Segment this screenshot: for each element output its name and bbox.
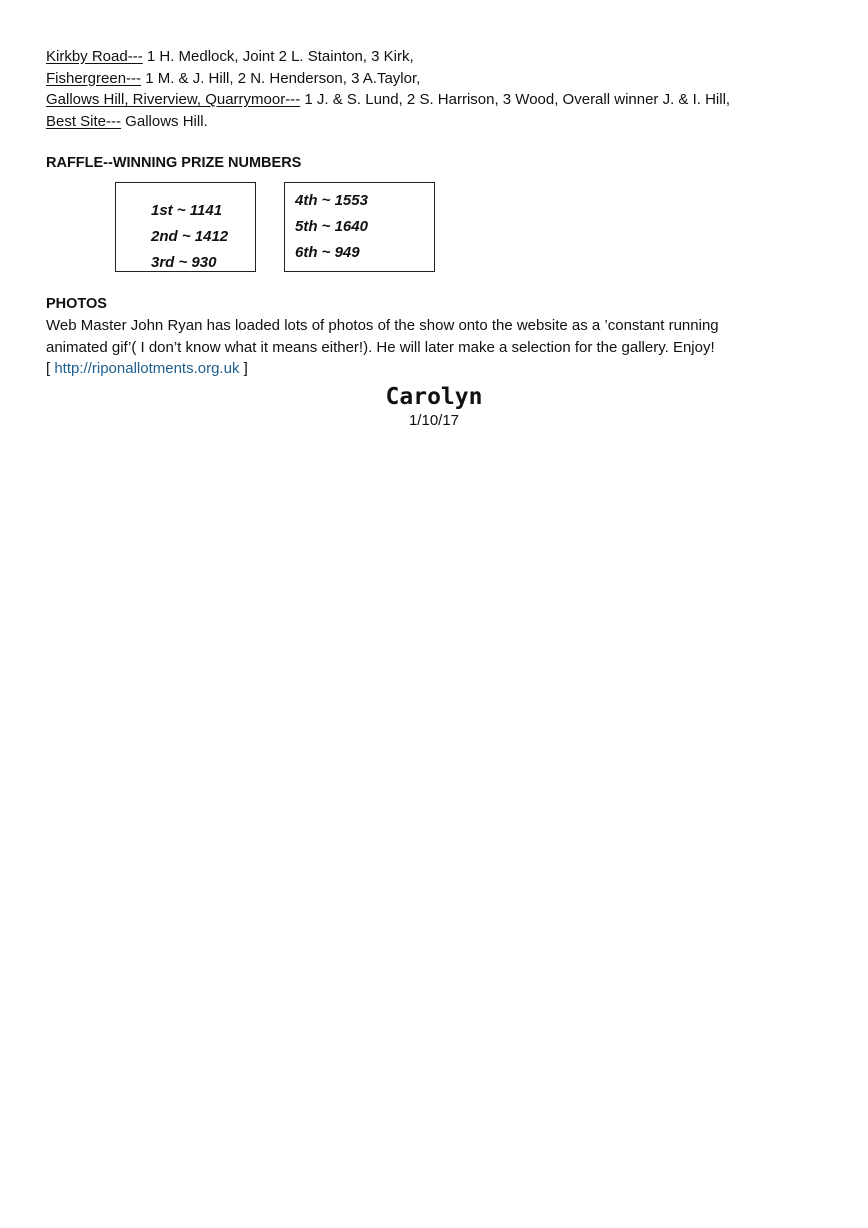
result-line-best-site [46,111,826,133]
prize-4th: 4th ~ 1553 [295,192,368,209]
result-line-kirkby-road [46,46,826,68]
prize-2nd: 2nd ~ 1412 [151,228,229,245]
prize-5th: 5th ~ 1640 [295,218,368,235]
raffle-box-first [115,182,256,272]
signature: Carolyn [385,383,483,410]
photos-link-line [46,358,806,380]
website-link[interactable]: http://riponallotments.org.uk [54,360,240,377]
photos-text-line-2: animated gif’( I don’t know what it means either!). He will later make a selection for the gallery. Enjoy! [46,338,715,356]
site-name-gallows-hill: Gallows Hill, Riverview, Quarrymoor--- [46,91,301,108]
raffle-box-second [284,182,435,272]
prize-6th: 6th ~ 949 [295,244,360,261]
result-line-gallows-hill [46,89,826,111]
result-text-fishergreen: 1 M. & J. Hill, 2 N. Henderson, 3 A.Taylor, [141,69,421,87]
spacer [46,132,826,153]
raffle-heading: RAFFLE--WINNING PRIZE NUMBERS [46,155,302,171]
result-text-kirkby-road: 1 H. Medlock, Joint 2 L. Stainton, 3 Kirk, [142,48,414,65]
date: 1/10/17 [408,411,460,429]
link-bracket-close: ] [239,360,248,377]
prize-1st: 1st ~ 1141 [151,202,223,219]
photos-paragraph [46,315,806,380]
document-page [46,46,826,431]
raffle-boxes [46,182,826,274]
result-text-best-site: Gallows Hill. [121,112,208,130]
photos-heading: PHOTOS [46,296,107,312]
result-text-gallows-hill: 1 J. & S. Lund, 2 S. Harrison, 3 Wood, Overall winner J. & I. Hill, [300,91,731,108]
site-name-best-site: Best Site--- [46,112,122,130]
result-line-fishergreen [46,68,826,90]
site-name-fishergreen: Fishergreen--- [46,69,142,87]
prize-3rd: 3rd ~ 930 [151,254,217,271]
photos-text-line-1: Web Master John Ryan has loaded lots of photos of the show onto the website as a ’constant running [46,317,719,334]
link-bracket-open: [ [46,360,55,377]
site-name-kirkby-road: Kirkby Road--- [46,48,143,65]
